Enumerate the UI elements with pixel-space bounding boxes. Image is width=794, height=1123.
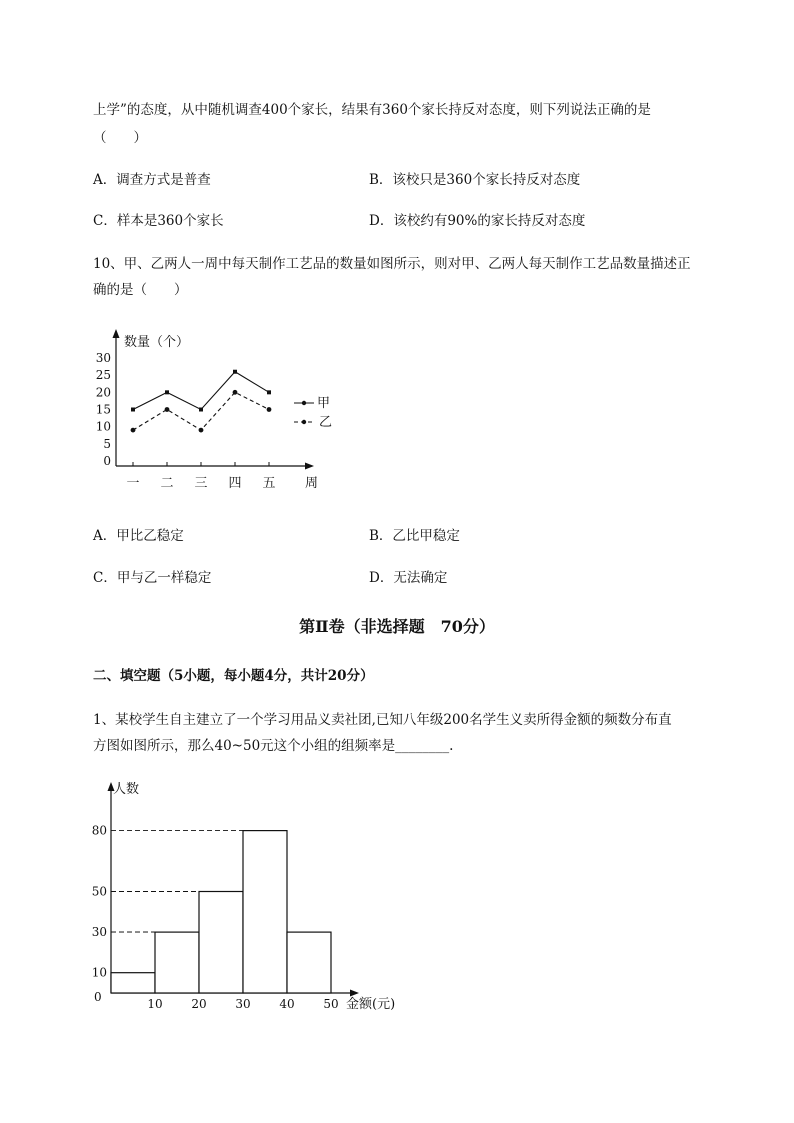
- q9-stem-line1: 上学”的态度，从中随机调查400个家长，结果有360个家长持反对态度，则下列说法正确的是: [93, 102, 651, 118]
- origin-label: 0: [94, 990, 102, 1004]
- x-tick-label: 10: [147, 997, 163, 1011]
- q9-option-b: B．该校只是360个家长持反对态度: [369, 172, 581, 188]
- q10-stem-line2: 确的是（ ）: [93, 282, 188, 298]
- x-tick-label: 40: [279, 997, 295, 1011]
- y-tick-label: 15: [95, 402, 111, 417]
- fill-in-section-heading: 二、填空题（5小题，每小题4分，共计20分）: [93, 668, 374, 684]
- y-tick-label: 20: [95, 385, 111, 400]
- y-tick-label: 30: [91, 925, 107, 940]
- data-point: [233, 390, 238, 395]
- q9-stem-line2: （ ）: [93, 130, 147, 146]
- y-axis-label: 人数: [113, 782, 140, 797]
- histogram-bar: [287, 932, 331, 993]
- fill-q1-line2: 方图如图所示，那么40~50元这个小组的组频率是________.: [93, 738, 454, 754]
- x-tick-label: 20: [191, 997, 207, 1011]
- y-tick-label: 50: [91, 884, 107, 899]
- q9-option-d: D．该校约有90%的家长持反对态度: [369, 213, 586, 229]
- y-tick-label: 0: [103, 454, 111, 468]
- x-tick-label: 五: [262, 476, 276, 491]
- legend: [294, 396, 332, 430]
- data-point: [267, 390, 271, 394]
- q10-option-b: B．乙比甲稳定: [369, 528, 460, 544]
- data-point: [165, 390, 169, 394]
- x-axis-label: 金额(元): [346, 997, 396, 1012]
- q9-option-c: C．样本是360个家长: [93, 213, 224, 229]
- data-point: [233, 370, 237, 374]
- x-tick-label: 50: [323, 997, 339, 1011]
- histogram-chart: [88, 776, 418, 1016]
- data-point: [199, 428, 204, 433]
- legend-marker-yi: [302, 420, 306, 424]
- y-tick-label: 10: [95, 419, 111, 434]
- x-tick-label: 30: [235, 997, 251, 1011]
- data-point: [267, 407, 272, 412]
- x-tick-label: 二: [160, 476, 174, 491]
- x-axis-label: 周: [305, 476, 319, 491]
- y-tick-label: 5: [103, 436, 111, 451]
- legend-marker-jia: [302, 401, 306, 405]
- histogram-bar: [243, 831, 287, 993]
- x-axis-arrow: [350, 990, 359, 997]
- y-tick-label: 30: [95, 351, 111, 365]
- q10-option-d: D．无法确定: [369, 570, 448, 586]
- q10-option-c: C．甲与乙一样稳定: [93, 570, 212, 586]
- data-point: [165, 407, 170, 412]
- line-chart-axes: [113, 329, 315, 470]
- legend-label-yi: 乙: [319, 415, 333, 430]
- x-tick-label: 三: [194, 476, 208, 491]
- line-chart: [88, 326, 348, 496]
- histogram-bar: [199, 892, 243, 994]
- x-axis-arrow: [305, 463, 314, 470]
- data-point: [199, 408, 203, 412]
- histogram-bar: [155, 932, 199, 993]
- legend-label-jia: 甲: [317, 396, 331, 411]
- data-point: [131, 428, 136, 433]
- q10-option-a: A．甲比乙稳定: [93, 528, 184, 544]
- q10-stem-line1: 10、甲、乙两人一周中每天制作工艺品的数量如图所示，则对甲、乙两人每天制作工艺品数量描述正: [93, 256, 691, 272]
- histogram-bar: [111, 973, 155, 993]
- y-tick-label: 80: [91, 823, 107, 838]
- data-point: [131, 408, 135, 412]
- fill-q1-line1: 1、某校学生自主建立了一个学习用品义卖社团,已知八年级200名学生义卖所得金额的频数分布直: [93, 712, 672, 728]
- part2-title: 第Ⅱ卷（非选择题 70分）: [299, 617, 495, 636]
- series-line-jia: [133, 372, 269, 410]
- x-tick-label: 四: [228, 476, 242, 491]
- x-tick-label: 一: [126, 476, 140, 491]
- y-tick-label: 25: [95, 368, 111, 383]
- q9-option-a: A．调查方式是普查: [93, 172, 211, 188]
- y-axis-arrow: [113, 329, 120, 338]
- y-tick-label: 10: [91, 965, 107, 980]
- y-axis-label: 数量（个）: [124, 335, 190, 350]
